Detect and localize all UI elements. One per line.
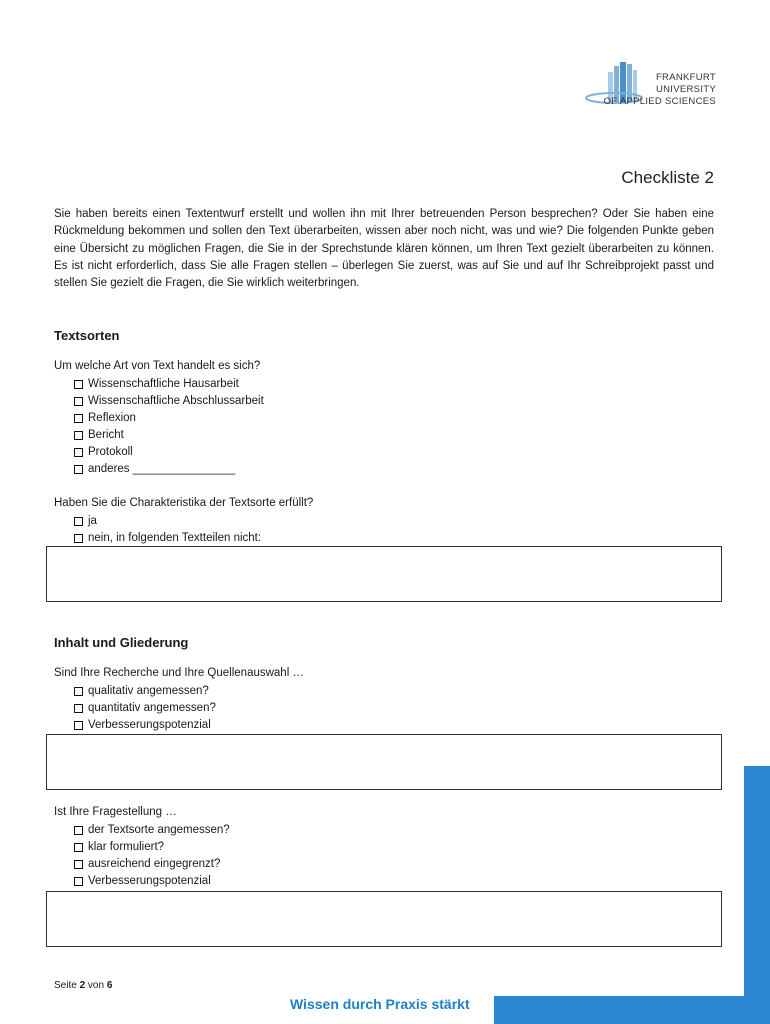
university-logo [584,58,724,116]
answer-box-research-question[interactable] [46,891,722,947]
option-item[interactable]: Reflexion [74,410,264,427]
accent-bar-vertical [744,766,770,1024]
checkbox-icon[interactable] [74,380,83,389]
page-title: Checkliste 2 [621,168,714,187]
intro-paragraph: Sie haben bereits einen Textentwurf erstellt und wollen ihn mit Ihrer betreuenden Person besprechen? Oder Sie haben eine Rückmeldung bekommen und sollen den Text überarbeiten, wissen aber noch nicht, was und wie? Die folgenden Punkte geben eine Übersicht zu möglichen Fragen, die Sie in der Sprechstunde klären können, um Ihren Text gezielt überarbeiten zu können. Es ist nicht erforderlich, dass Sie alle Fragen stellen – überlegen Sie zuerst, was auf Sie und auf Ihr Schreibprojekt passt und stellen Sie gezielt die Fragen, die Sie wirklich weiterbringen. [54,208,714,290]
option-item[interactable]: nein, in folgenden Textteilen nicht: [74,530,261,547]
option-item[interactable]: qualitativ angemessen? [74,683,216,700]
checkbox-icon[interactable] [74,704,83,713]
option-item[interactable]: klar formuliert? [74,839,230,856]
option-item[interactable]: ausreichend eingegrenzt? [74,856,230,873]
option-item[interactable]: Verbesserungspotenzial [74,873,230,890]
checkbox-icon[interactable] [74,397,83,406]
page-number: Seite 2 von 6 [54,980,113,991]
section-heading-inhalt: Inhalt und Gliederung [54,635,189,650]
logo-line-3: OF APPLIED SCIENCES [603,96,716,107]
checkbox-icon[interactable] [74,465,83,474]
question-text-type: Um welche Art von Text handelt es sich? [54,360,261,372]
options-text-type [74,376,264,478]
option-item[interactable]: Wissenschaftliche Hausarbeit [74,376,264,393]
options-research [74,683,216,734]
option-item[interactable]: Wissenschaftliche Abschlussarbeit [74,393,264,410]
option-item[interactable]: Protokoll [74,444,264,461]
question-characteristics: Haben Sie die Charakteristika der Textsorte erfüllt? [54,497,314,509]
accent-bar-horizontal [494,996,770,1024]
logo-line-1: FRANKFURT [655,72,716,83]
checkbox-icon[interactable] [74,534,83,543]
question-research: Sind Ihre Recherche und Ihre Quellenauswahl … [54,667,304,679]
logo-line-2: UNIVERSITY [655,84,716,95]
checkbox-icon[interactable] [74,826,83,835]
checkbox-icon[interactable] [74,517,83,526]
checkbox-icon[interactable] [74,431,83,440]
options-characteristics [74,513,261,547]
answer-box-characteristics[interactable] [46,546,722,602]
options-research-question [74,822,230,890]
answer-box-research[interactable] [46,734,722,790]
checkbox-icon[interactable] [74,721,83,730]
checkbox-icon[interactable] [74,843,83,852]
question-research-question: Ist Ihre Fragestellung … [54,806,177,818]
option-item[interactable]: Verbesserungspotenzial [74,717,216,734]
checkbox-icon[interactable] [74,448,83,457]
option-item[interactable]: der Textsorte angemessen? [74,822,230,839]
checkbox-icon[interactable] [74,414,83,423]
option-item[interactable]: anderes ________________ [74,461,264,478]
logo-text [584,72,716,108]
checkbox-icon[interactable] [74,687,83,696]
checkbox-icon[interactable] [74,877,83,886]
checkbox-icon[interactable] [74,860,83,869]
slogan: Wissen durch Praxis stärkt [290,996,470,1012]
option-item[interactable]: Bericht [74,427,264,444]
option-item[interactable]: quantitativ angemessen? [74,700,216,717]
section-heading-textsorten: Textsorten [54,328,120,343]
option-item[interactable]: ja [74,513,261,530]
